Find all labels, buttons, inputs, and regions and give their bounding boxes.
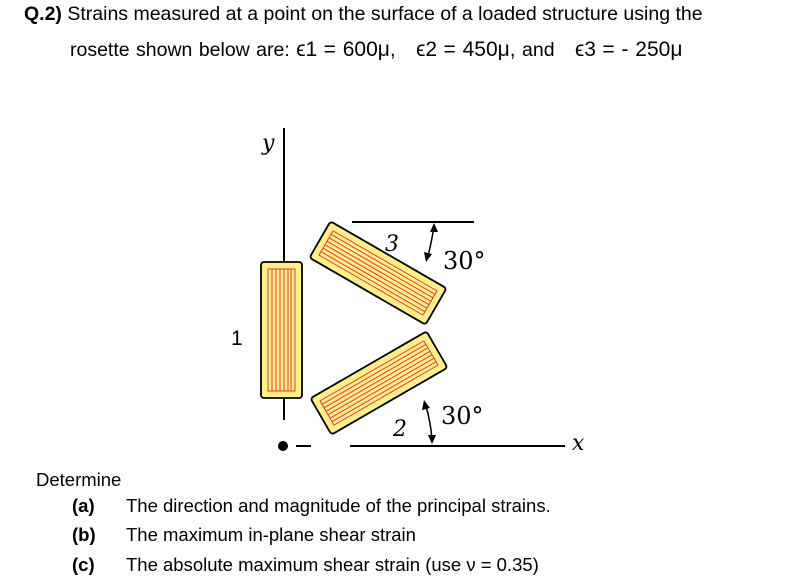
task-text-b: The maximum in-plane shear strain (126, 524, 416, 545)
task-label-b: (b) (72, 524, 96, 545)
strain-gauge-3 (309, 221, 446, 324)
strain-gauge-2 (310, 331, 447, 434)
angle-label-bottom: 30° (441, 402, 484, 430)
strain-gauge-1 (261, 262, 302, 398)
and-word: and (522, 39, 555, 61)
task-text-c: The absolute maximum shear strain (use ν = 0.35) (126, 554, 539, 575)
x-axis-label: x (572, 431, 585, 456)
task-item-a (72, 495, 551, 517)
origin-dot (278, 441, 288, 451)
task-text-a: The direction and magnitude of the principal strains. (126, 495, 551, 516)
task-item-b (72, 524, 416, 546)
angle-label-top: 30° (443, 247, 486, 275)
question-number: Q.2) (24, 3, 62, 25)
gauge-2-label: 2 (393, 417, 407, 442)
task-label-a: (a) (72, 495, 95, 516)
strain-2-symbol: ϵ2 (416, 38, 438, 61)
strain-2-value: = 450μ, (443, 38, 516, 61)
strain-1-value: = 600μ, (323, 38, 396, 61)
gauge-3-label: 3 (385, 232, 399, 257)
determine-heading: Determine (36, 469, 122, 490)
angle-arrow-bottom (422, 400, 436, 444)
gauge-1-label: 1 (231, 327, 243, 350)
task-label-c: (c) (72, 554, 95, 575)
strain-3-symbol: ϵ3 (574, 38, 596, 61)
task-item-c (72, 554, 539, 576)
question-text-2: rosette shown below are: (70, 39, 290, 61)
strain-1-symbol: ϵ1 (296, 38, 318, 61)
strain-3-value: = - 250μ (602, 38, 683, 61)
y-axis-label: y (262, 131, 275, 156)
angle-arrow-top (424, 223, 438, 262)
question-text-1: Strains measured at a point on the surface of a loaded structure using the (67, 3, 703, 25)
